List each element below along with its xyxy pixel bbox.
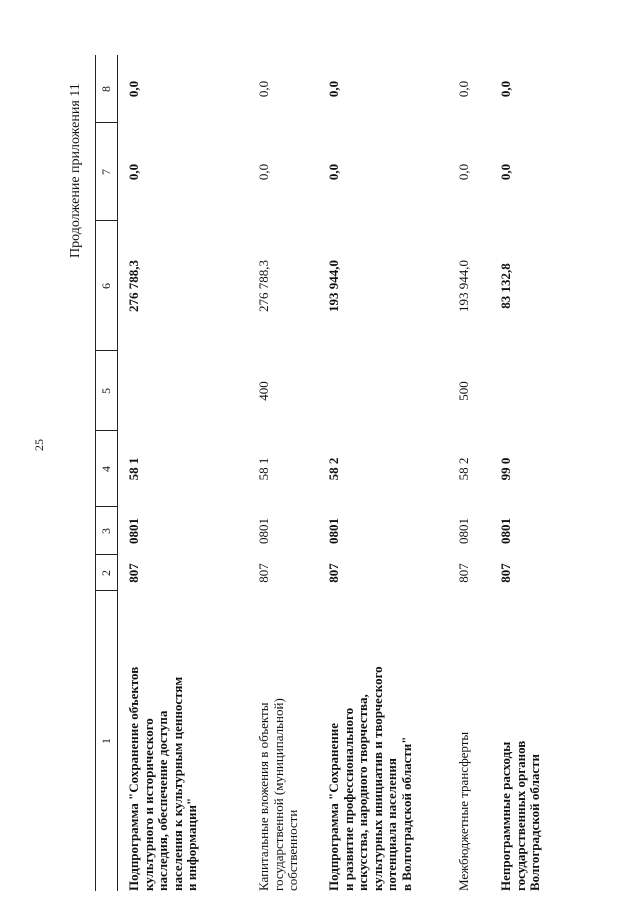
header-col-4: 4 [99,466,113,472]
cell-c3: 0801 [256,518,271,544]
cell-c7: 0,0 [126,163,141,181]
table-row-label: Капитальные вложения в объекты государственной (муниципальной) собственности [256,698,300,891]
cell-c2: 807 [326,563,341,583]
cell-c8: 0,0 [256,80,271,98]
table-row-label: Подпрограмма "Сохранение и развитие профессионального искусства, народного творчества, культурных инициатив и творческого потенциала населения в Волгоградской области" [326,666,414,891]
cell-c3: 0801 [456,518,471,544]
budget-table [95,55,603,891]
cell-c5: 400 [256,381,271,401]
cell-c6: 276 788,3 [256,260,271,312]
cell-c7: 0,0 [498,163,513,181]
page-number: 25 [32,439,46,451]
cell-c7: 0,0 [256,163,271,181]
table-row-label: Непрограммные расходы государственных органов Волгоградской области [498,740,542,891]
cell-c6: 276 788,3 [126,260,141,312]
cell-c6: 193 944,0 [326,260,341,312]
continuation-label: Продолжение приложения 11 [68,83,83,258]
header-col-7: 7 [99,169,113,175]
cell-c4: 99 0 [498,457,513,481]
cell-c4: 58 2 [326,457,341,481]
cell-c2: 807 [498,563,513,583]
cell-c2: 807 [456,563,471,583]
cell-c3: 0801 [326,518,341,544]
header-col-1: 1 [99,738,113,744]
header-col-6: 6 [99,283,113,289]
cell-c8: 0,0 [498,80,513,98]
cell-c2: 807 [126,563,141,583]
cell-c4: 58 1 [126,457,141,481]
cell-c3: 0801 [498,518,513,544]
cell-c7: 0,0 [326,163,341,181]
cell-c7: 0,0 [456,163,471,181]
table-row-label: Межбюджетные трансферты [456,731,471,891]
cell-c8: 0,0 [456,80,471,98]
cell-c4: 58 1 [256,457,271,481]
header-col-8: 8 [99,86,113,92]
cell-c6: 83 132,8 [498,263,513,309]
header-col-5: 5 [99,388,113,394]
cell-c8: 0,0 [326,80,341,98]
cell-c2: 807 [256,563,271,583]
cell-c6: 193 944,0 [456,260,471,312]
header-col-2: 2 [99,570,113,576]
header-bottom-border [117,55,118,891]
cell-c5: 500 [456,381,471,401]
cell-c3: 0801 [126,518,141,544]
header-col-3: 3 [99,528,113,534]
cell-c4: 58 2 [456,457,471,481]
cell-c8: 0,0 [126,80,141,98]
table-row-label: Подпрограмма "Сохранение объектов культурного и исторического наследия, обеспечение доступа населения к культурным ценностям и информации" [126,666,199,891]
table-top-border [95,55,96,891]
